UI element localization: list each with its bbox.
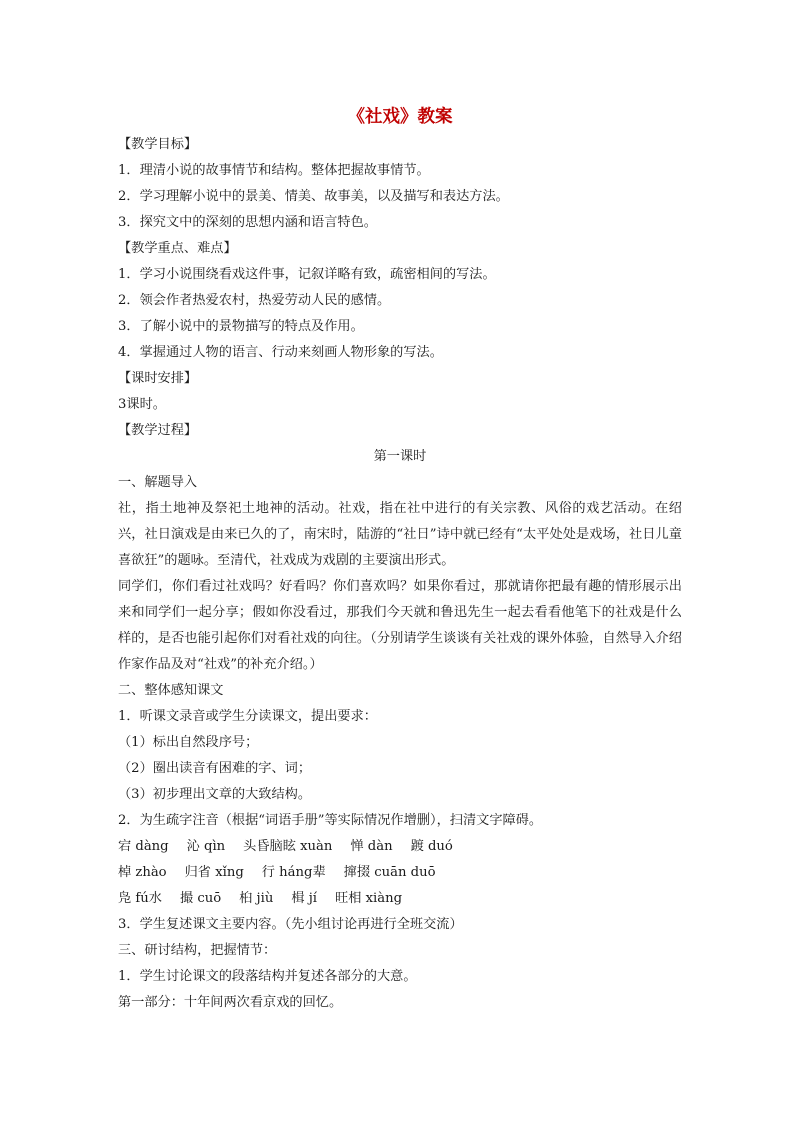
list-item: （3）初步理出文章的大致结构。: [118, 787, 312, 802]
pinyin-entry: 归省 xǐng: [184, 865, 244, 880]
pinyin-entry: 撮 cuō: [179, 891, 222, 906]
goal-item: 3．探究文中的深刻的思想内涵和语言特色。: [118, 215, 377, 230]
time-heading: 【课时安排】: [118, 371, 198, 386]
pinyin-entry: 头昏脑眩 xuàn: [243, 839, 333, 854]
part2-heading: 二、整体感知课文: [118, 683, 224, 698]
paragraph: 社，指土地神及祭祀土地神的活动。社戏，指在社中进行的有关宗教、风俗的戏艺活动。在绍兴，社日演戏是由来已久的了，南宋时，陆游的“社日”诗中就已经有“太平处处是戏场，社日儿童喜欲狂”的题咏。至清代，社戏成为戏剧的主要演出形式。: [118, 501, 682, 568]
pinyin-entry: 撺掇 cuān duō: [343, 865, 436, 880]
document-title: 《社戏》教案: [347, 107, 453, 127]
goal-item: 2．学习理解小说中的景美、情美、故事美，以及描写和表达方法。: [118, 189, 509, 204]
pinyin-row: [118, 860, 682, 886]
pinyin-entry: 行 háng辈: [261, 865, 326, 880]
key-item: 2．领会作者热爱农村，热爱劳动人民的感情。: [118, 293, 391, 308]
key-item: 1．学习小说围绕看戏这件事，记叙详略有致，疏密相间的写法。: [118, 267, 496, 282]
goal-item: 1．理清小说的故事情节和结构。整体把握故事情节。: [118, 163, 430, 178]
list-item: （1）标出自然段序号；: [118, 735, 259, 750]
pinyin-entry: 棹 zhào: [118, 865, 167, 880]
pinyin-entry: 桕 jiù: [239, 891, 274, 906]
pinyin-entry: 沁 qìn: [186, 839, 226, 854]
part3-heading: 三、研讨结构，把握情节：: [118, 943, 277, 958]
paragraph: 同学们，你们看过社戏吗？好看吗？你们喜欢吗？如果你看过，那就请你把最有趣的情形展示出来和同学们一起分享；假如你没看过，那我们今天就和鲁迅先生一起去看看他笔下的社戏是什么样的，是否也能引起你们对看社戏的向往。（分别请学生谈谈有关社戏的课外体验，自然导入介绍作家作品及对“社戏”的补充介绍。）: [118, 579, 682, 672]
goals-heading: 【教学目标】: [118, 137, 198, 152]
pinyin-entry: 楫 jí: [291, 891, 318, 906]
key-item: 3．了解小说中的景物描写的特点及作用。: [118, 319, 364, 334]
pinyin-row: [118, 886, 682, 912]
part1-heading: 一、解题导入: [118, 475, 198, 490]
pinyin-entry: 踱 duó: [410, 839, 453, 854]
list-item: 2．为生疏字注音（根据“词语手册”等实际情况作增删），扫清文字障碍。: [118, 813, 543, 828]
pinyin-entry: 惮 dàn: [350, 839, 393, 854]
list-item: 3．学生复述课文主要内容。（先小组讨论再进行全班交流）: [118, 917, 463, 932]
document-body: [118, 104, 682, 1016]
list-item: 第一部分：十年间两次看京戏的回忆。: [118, 995, 343, 1010]
keys-heading: 【教学重点、难点】: [118, 241, 237, 256]
lesson-heading: 第一课时: [373, 449, 427, 464]
pinyin-entry: 旺相 xiàng: [335, 891, 403, 906]
pinyin-row: [118, 834, 682, 860]
pinyin-entry: 宕 dàng: [118, 839, 169, 854]
time-text: 3课时。: [118, 397, 166, 412]
list-item: （2）圈出读音有困难的字、词；: [118, 761, 312, 776]
key-item: 4．掌握通过人物的语言、行动来刻画人物形象的写法。: [118, 345, 443, 360]
list-item: 1．听课文录音或学生分读课文，提出要求：: [118, 709, 377, 724]
list-item: 1．学生讨论课文的段落结构并复述各部分的大意。: [118, 969, 417, 984]
process-heading: 【教学过程】: [118, 423, 198, 438]
pinyin-entry: 凫 fú水: [118, 891, 162, 906]
